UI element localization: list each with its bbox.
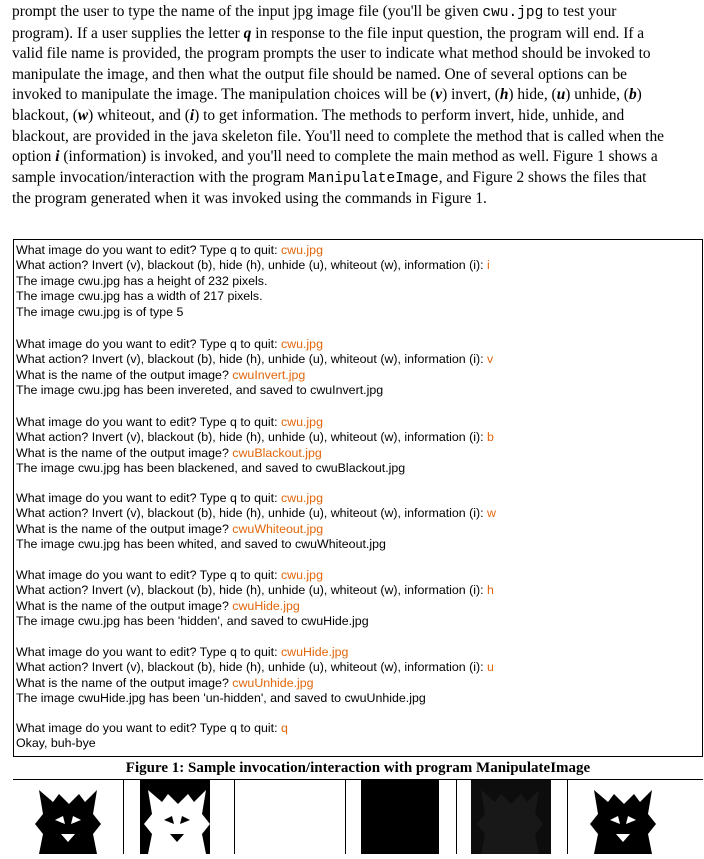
intro-line [12,44,697,65]
console-prompt-text: What image do you want to edit? Type q to quit: [16,243,281,257]
console-prompt-text: What action? Invert (v), blackout (b), hide (h), unhide (u), whiteout (w), information (i): [16,258,488,273]
session-block [16,337,493,399]
intro-line [12,2,697,24]
user-input-text: b [487,430,494,445]
inline-code: cwu.jpg [482,5,544,21]
console-prompt-text: What image do you want to edit? Type q to quit: [16,337,281,351]
user-input-text: cwu.jpg [280,243,323,257]
console-prompt-text: What is the name of the output image? [16,367,233,382]
console-line [16,430,494,445]
intro-line [12,189,697,210]
intro-text: prompt the user to type the name of the input jpg image file (you'll be given [12,3,483,20]
thumbnail-whiteout [235,780,345,854]
console-line [16,415,494,430]
console-line [16,337,493,352]
intro-text: manipulate the image, and then what the output file should be named. One of several options can be [12,65,628,83]
emphasis-letter: i [189,106,195,124]
console-prompt-text: The image cwu.jpg has a height of 232 pixels. [16,273,268,288]
user-input-text: cwu.jpg [280,568,323,582]
user-input-text: cwuHide.jpg [280,645,349,659]
console-prompt-text: What is the name of the output image? [16,445,233,460]
console-line [16,568,494,583]
session-block [16,491,496,553]
thumbnail-original [13,780,123,854]
session-block [16,645,494,707]
console-line [16,461,494,476]
console-output-box [13,239,703,756]
console-line [16,446,494,461]
console-prompt-text: What image do you want to edit? Type q to quit: [16,721,281,735]
user-input-text: cwuBlackout.jpg [232,445,322,460]
emphasis-letter: w [77,106,89,124]
intro-text: invoked to manipulate the image. The manipulation choices will be ( [12,86,436,104]
console-prompt-text: What is the name of the output image? [16,675,233,690]
console-prompt-text: What action? Invert (v), blackout (b), hide (h), unhide (u), whiteout (w), information (i): [16,660,488,675]
user-input-text: cwuInvert.jpg [232,367,306,382]
console-line [16,506,496,521]
inline-code: ManipulateImage [308,170,439,187]
thumbnail-hide [457,780,567,854]
intro-line [12,65,697,86]
session-block [16,415,494,477]
intro-line [12,24,697,45]
black-square-icon [346,780,456,854]
console-line [16,352,493,367]
console-line [16,583,494,598]
intro-line [12,85,697,106]
console-line [16,243,490,258]
intro-text: ) whiteout, and ( [88,106,190,124]
console-line [16,522,496,537]
console-line [16,614,494,629]
thumbnail-strip [13,780,703,854]
thumbnail-unhide [568,780,678,854]
user-input-text: cwu.jpg [280,337,323,351]
console-prompt-text: What image do you want to edit? Type q to quit: [16,415,281,429]
console-prompt-text: The image cwu.jpg has a width of 217 pixels. [16,289,263,304]
console-prompt-text: The image cwu.jpg has been invereted, and saved to cwuInvert.jpg [16,383,384,398]
intro-text: option [12,148,56,166]
user-input-text: i [487,258,490,273]
session-block [16,568,494,630]
console-prompt-text: What action? Invert (v), blackout (b), hide (h), unhide (u), whiteout (w), information (i): [16,352,488,367]
console-prompt-text: What image do you want to edit? Type q to quit: [16,568,281,582]
intro-text: valid file name is provided, the program prompts the user to indicate what method should be invoked to [12,45,651,63]
intro-line [12,168,697,190]
wildcat-logo-inverted-icon [124,780,234,854]
intro-text: (information) is invoked, and you'll need to complete the main method as well. Figure 1 shows a [59,148,658,166]
console-line [16,289,490,304]
intro-text: ) [636,86,642,104]
console-line [16,368,493,383]
console-prompt-text: What action? Invert (v), blackout (b), hide (h), unhide (u), whiteout (w), information (i): [16,506,488,521]
intro-text: sample invocation/interaction with the program [12,168,309,186]
console-line [16,274,490,289]
console-prompt-text: What is the name of the output image? [16,521,233,536]
session-block [16,721,288,752]
user-input-text: cwuUnhide.jpg [232,675,314,690]
user-input-text: q [280,721,288,735]
console-line [16,736,288,751]
intro-line [12,127,697,148]
intro-text: blackout, ( [12,106,78,124]
console-prompt-text: What image do you want to edit? Type q to quit: [16,491,281,505]
emphasis-letter: q [243,24,252,42]
intro-line [12,106,697,127]
console-line [16,721,288,736]
console-prompt-text: The image cwu.jpg has been blackened, and saved to cwuBlackout.jpg [16,461,406,476]
wildcat-logo-icon [568,780,678,854]
thumbnail-invert [124,780,234,854]
intro-text: ) invert, ( [442,86,500,104]
console-line [16,645,494,660]
console-line [16,383,493,398]
intro-text: ) unhide, ( [565,86,629,104]
intro-text: , and Figure 2 shows the files that [438,168,647,186]
intro-line [12,147,697,168]
emphasis-letter: b [628,86,637,104]
wildcat-logo-icon [13,780,123,854]
console-line [16,691,494,706]
emphasis-letter: v [435,86,443,104]
console-line [16,537,496,552]
console-line [16,599,494,614]
console-line [16,305,490,320]
console-prompt-text: The image cwu.jpg is of type 5 [16,304,184,319]
user-input-text: u [487,660,494,675]
user-input-text: h [487,583,494,598]
user-input-text: v [487,352,494,367]
intro-text: ) to get information. The methods to perform invert, hide, unhide, and [194,106,625,124]
emphasis-letter: i [55,148,60,166]
thumbnail-blackout [346,780,456,854]
emphasis-letter: u [556,86,566,104]
console-line [16,676,494,691]
console-prompt-text: What is the name of the output image? [16,598,233,613]
intro-text: blackout, are provided in the java skeleton file. You'll need to complete the method that is called when the [12,127,664,145]
console-line [16,660,494,675]
console-prompt-text: Okay, buh-bye [16,736,96,751]
user-input-text: cwu.jpg [280,491,323,505]
console-prompt-text: The image cwu.jpg has been whited, and saved to cwuWhiteout.jpg [16,537,386,552]
user-input-text: cwuHide.jpg [232,598,300,613]
figure-caption: Figure 1: Sample invocation/interaction with program ManipulateImage [13,756,703,780]
console-prompt-text: What action? Invert (v), blackout (b), hide (h), unhide (u), whiteout (w), information (i): [16,583,488,598]
console-prompt-text: What action? Invert (v), blackout (b), hide (h), unhide (u), whiteout (w), information (i): [16,430,488,445]
console-line [16,258,490,273]
intro-text: program). If a user supplies the letter [12,24,244,42]
console-line [16,491,496,506]
user-input-text: cwuWhiteout.jpg [232,521,324,536]
intro-paragraph [12,2,697,210]
user-input-text: cwu.jpg [280,415,323,429]
intro-text: in response to the file input question, the program will end. If a [251,24,645,42]
user-input-text: w [487,506,496,521]
console-prompt-text: What image do you want to edit? Type q to quit: [16,645,281,659]
session-block [16,243,490,320]
emphasis-letter: h [499,86,509,104]
intro-text: to test your [543,3,617,20]
console-prompt-text: The image cwu.jpg has been 'hidden', and saved to cwuHide.jpg [16,614,369,629]
intro-text: the program generated when it was invoked using the commands in Figure 1. [12,190,487,208]
intro-text: ) hide, ( [508,86,557,104]
hidden-logo-icon [457,780,567,854]
console-prompt-text: The image cwuHide.jpg has been 'un-hidden', and saved to cwuUnhide.jpg [16,691,426,706]
